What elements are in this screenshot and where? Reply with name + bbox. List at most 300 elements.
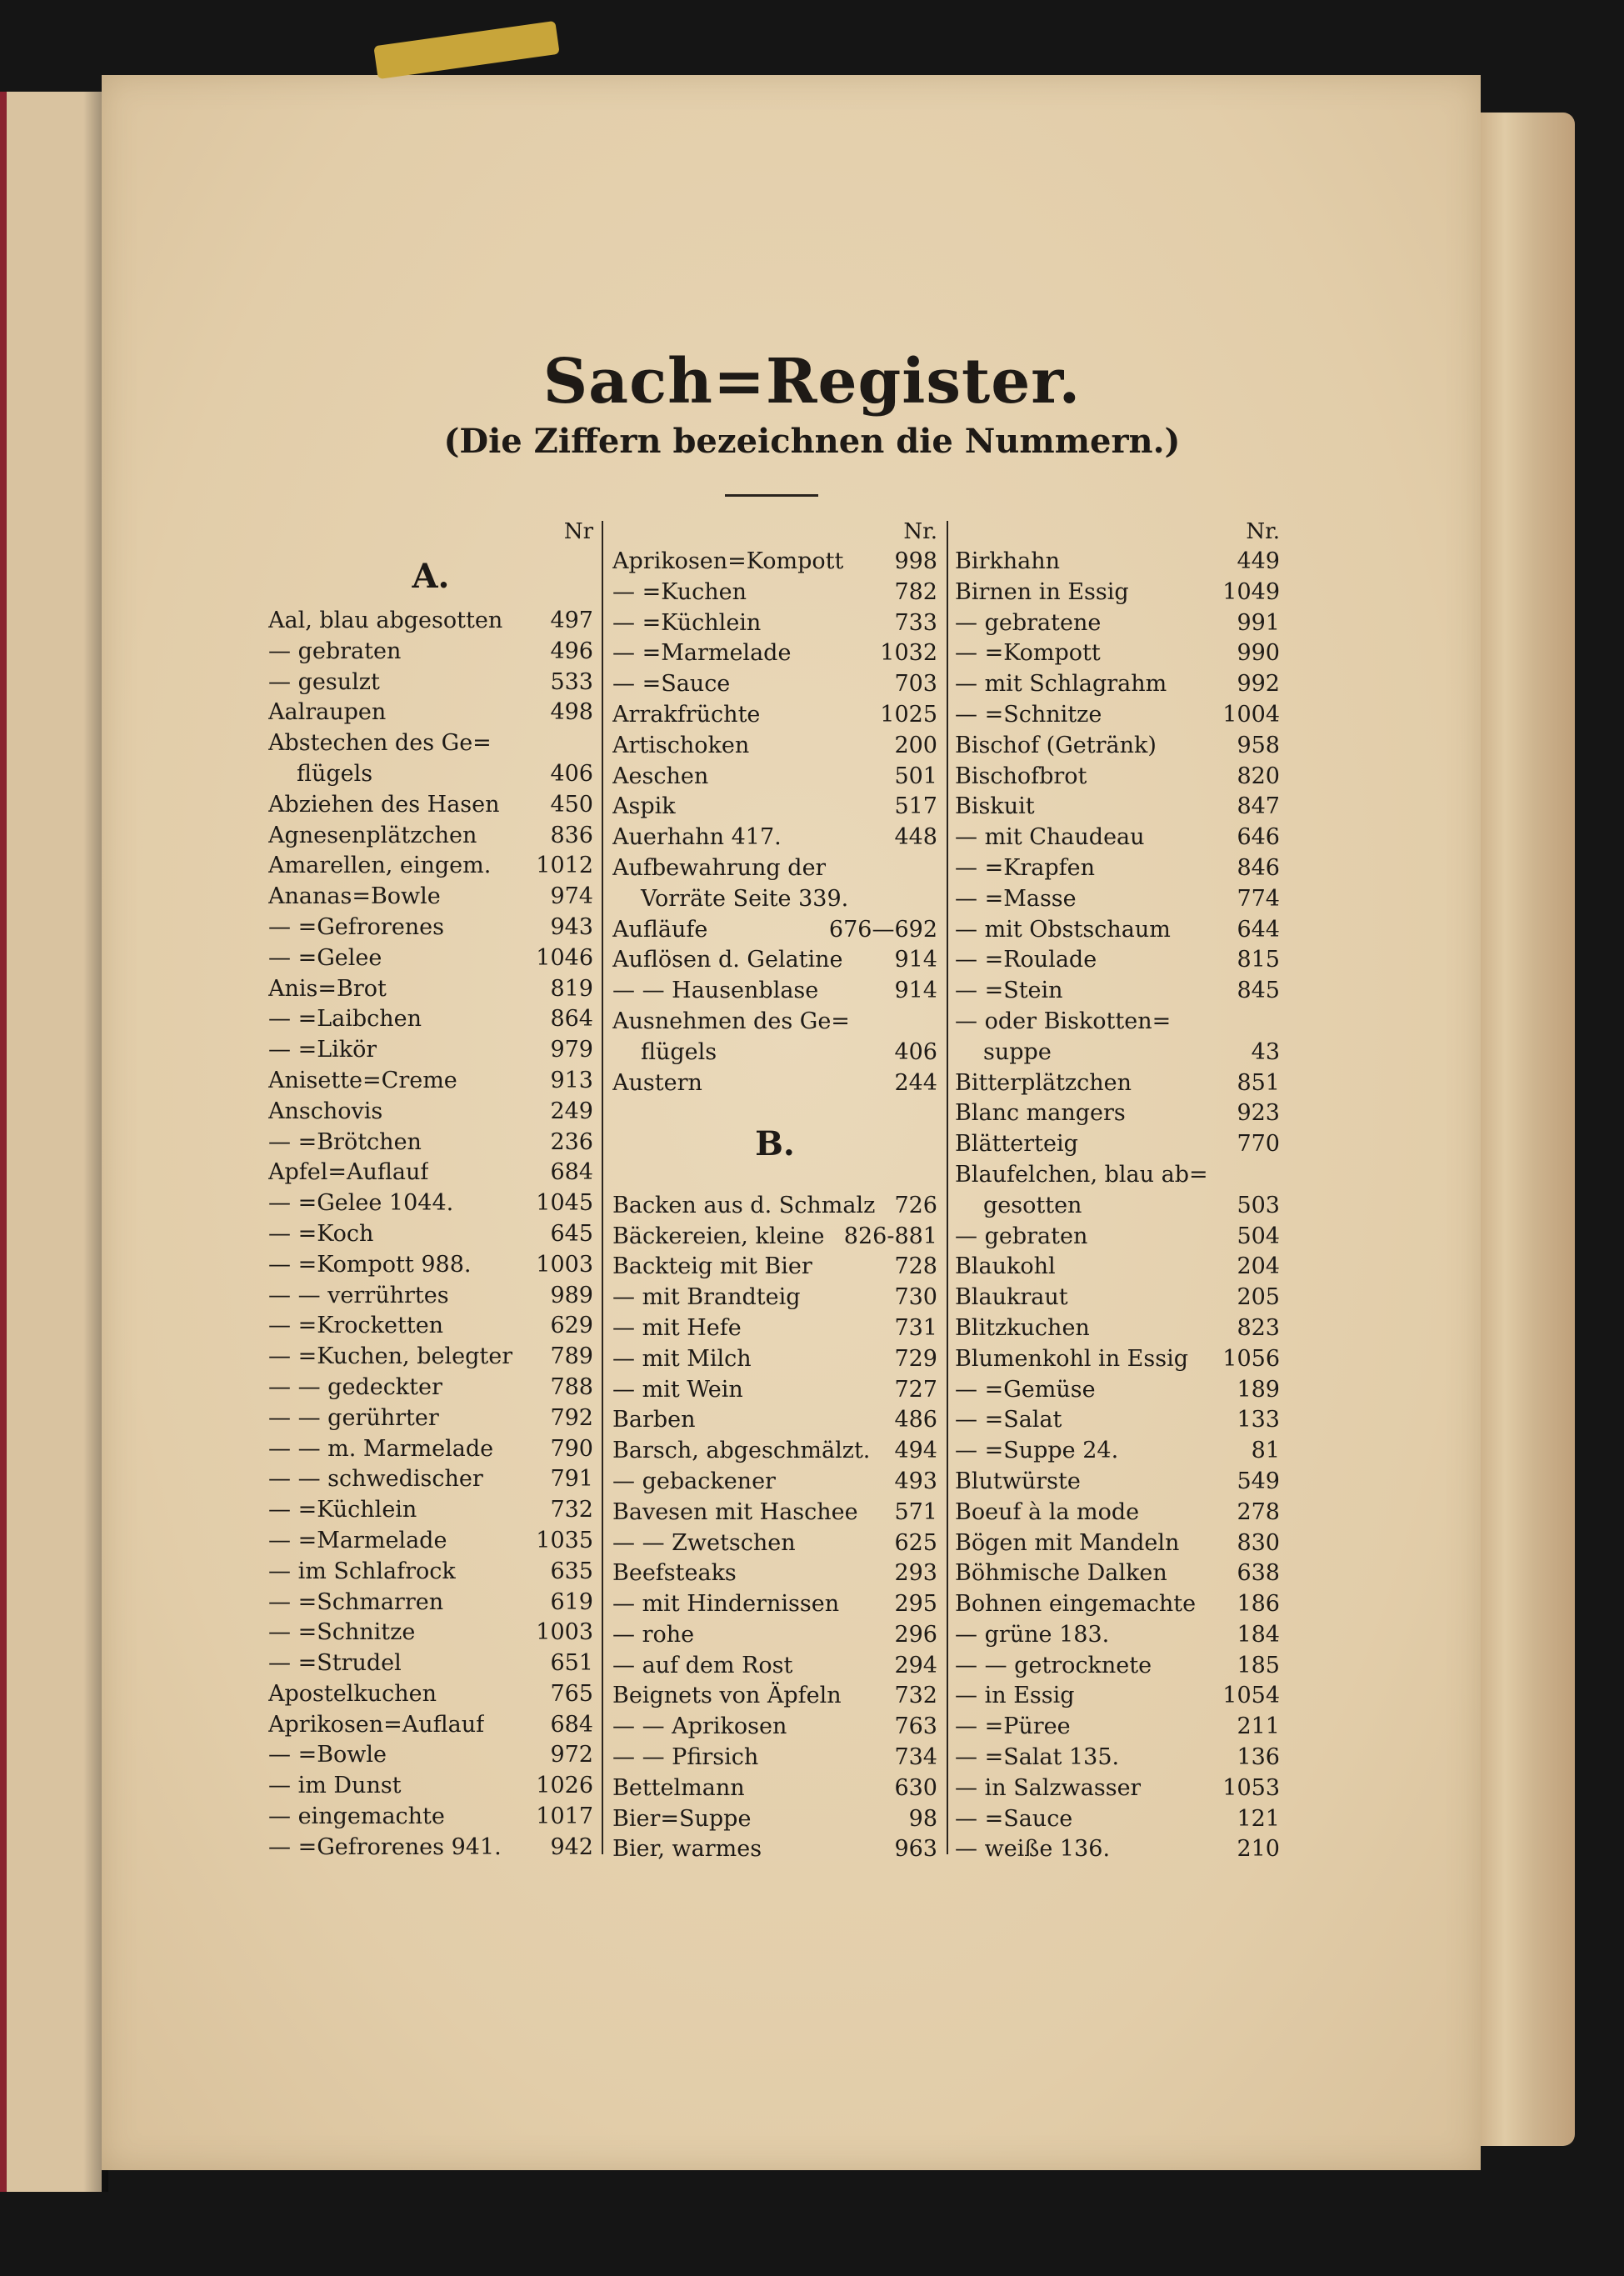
index-entry bbox=[612, 1528, 937, 1559]
entry-term: Backteig mit Bier bbox=[612, 1253, 812, 1280]
entry-number: 533 bbox=[550, 668, 593, 695]
entry-term: Aalraupen bbox=[268, 699, 387, 726]
entry-term: — mit Hindernissen bbox=[612, 1591, 840, 1618]
entry-number: 406 bbox=[894, 1038, 937, 1065]
entry-number bbox=[1275, 1160, 1280, 1191]
index-entry bbox=[268, 974, 593, 1005]
entry-term: flügels bbox=[297, 760, 373, 787]
entry-term: — =Kuchen, belegter bbox=[268, 1343, 513, 1370]
entry-term: Amarellen, eingem. bbox=[268, 853, 492, 879]
nr-header: Nr. bbox=[1246, 519, 1280, 544]
index-entry bbox=[955, 1344, 1280, 1375]
entry-term: Bögen mit Mandeln bbox=[955, 1529, 1180, 1556]
entry-number: 1054 bbox=[1222, 1683, 1280, 1709]
entry-term: Biskuit bbox=[955, 793, 1035, 820]
entry-number bbox=[932, 1007, 937, 1038]
letter-heading-a: A. bbox=[412, 557, 450, 596]
entry-term: Apfel=Auflauf bbox=[268, 1159, 429, 1186]
entry-number: 788 bbox=[550, 1373, 593, 1400]
entry-term: Bohnen eingemachte bbox=[955, 1591, 1197, 1618]
bookmark-ribbon bbox=[373, 21, 559, 79]
entry-term: flügels bbox=[641, 1038, 717, 1065]
entry-number: 185 bbox=[1237, 1652, 1280, 1678]
index-entry bbox=[268, 1833, 593, 1863]
entry-number: 571 bbox=[894, 1498, 937, 1525]
index-entry bbox=[612, 1651, 937, 1682]
entry-number: 549 bbox=[1237, 1468, 1280, 1494]
entry-term: — =Schmarren bbox=[268, 1588, 444, 1615]
entry-number: 1045 bbox=[536, 1190, 593, 1217]
entry-term: — =Schnitze bbox=[955, 701, 1102, 728]
entry-number: 204 bbox=[1237, 1253, 1280, 1280]
entry-term: — im Dunst bbox=[268, 1773, 402, 1799]
index-entry bbox=[612, 853, 937, 884]
entry-term: Blutwürste bbox=[955, 1468, 1081, 1494]
entry-term: — =Bowle bbox=[268, 1742, 387, 1768]
entry-term: Agnesenplätzchen bbox=[268, 822, 477, 848]
entry-term: — =Sauce bbox=[955, 1805, 1073, 1832]
entry-number: 823 bbox=[1237, 1314, 1280, 1341]
entry-term: — =Salat 135. bbox=[955, 1744, 1120, 1771]
entry-term: — =Küchlein bbox=[612, 609, 762, 636]
nr-header: Nr bbox=[563, 519, 593, 544]
entry-number: 210 bbox=[1237, 1836, 1280, 1863]
entry-term: — =Laibchen bbox=[268, 1006, 422, 1033]
entry-number: 1003 bbox=[536, 1619, 593, 1646]
index-entry bbox=[955, 578, 1280, 608]
entry-number: 43 bbox=[1251, 1038, 1280, 1065]
index-entry bbox=[955, 1589, 1280, 1620]
entry-term: — mit Schlagrahm bbox=[955, 671, 1167, 698]
entry-term: — oder Biskotten= bbox=[955, 1008, 1172, 1034]
entry-term: — =Likör bbox=[268, 1037, 377, 1063]
index-entry bbox=[268, 1035, 593, 1066]
index-entry bbox=[955, 1436, 1280, 1467]
entry-term: Bischofbrot bbox=[955, 763, 1087, 789]
entry-number: 296 bbox=[894, 1621, 937, 1648]
index-entry bbox=[268, 882, 593, 913]
entry-number: 494 bbox=[894, 1438, 937, 1464]
index-entry bbox=[268, 1464, 593, 1495]
index-entry bbox=[955, 638, 1280, 669]
entry-term: Apostelkuchen bbox=[268, 1680, 437, 1707]
index-entry bbox=[955, 1098, 1280, 1129]
index-column-1 bbox=[268, 517, 593, 1863]
index-entry bbox=[268, 1128, 593, 1158]
entry-term: — =Kuchen bbox=[612, 578, 747, 605]
index-entry bbox=[612, 608, 937, 639]
entry-number: 782 bbox=[894, 578, 937, 605]
entry-number: 923 bbox=[1237, 1100, 1280, 1127]
index-entry bbox=[955, 976, 1280, 1007]
index-entry bbox=[268, 1679, 593, 1710]
index-entry bbox=[612, 1405, 937, 1436]
entry-term: — — Aprikosen bbox=[612, 1713, 787, 1740]
entry-term: Beignets von Äpfeln bbox=[612, 1683, 842, 1709]
entry-term: — =Masse bbox=[955, 885, 1077, 912]
index-entry bbox=[612, 1038, 937, 1068]
entry-term: Auerhahn 417. bbox=[612, 824, 782, 851]
index-entry bbox=[955, 1252, 1280, 1283]
index-entry bbox=[955, 1620, 1280, 1651]
index-entry bbox=[268, 1557, 593, 1588]
entry-term: — =Krocketten bbox=[268, 1313, 444, 1339]
entry-number: 236 bbox=[550, 1128, 593, 1155]
index-entry bbox=[612, 823, 937, 853]
index-entry bbox=[268, 1004, 593, 1035]
entry-term: Barsch, abgeschmälzt. bbox=[612, 1438, 871, 1464]
index-entry bbox=[955, 1068, 1280, 1099]
index-entry bbox=[955, 731, 1280, 762]
index-entry bbox=[612, 1743, 937, 1773]
entry-number: 998 bbox=[894, 548, 937, 574]
entry-number: 1032 bbox=[880, 640, 937, 667]
entry-number: 619 bbox=[550, 1588, 593, 1615]
entry-term: — grüne 183. bbox=[955, 1621, 1110, 1648]
entry-number: 184 bbox=[1237, 1621, 1280, 1648]
index-entry bbox=[268, 1495, 593, 1526]
index-entry bbox=[612, 1467, 937, 1498]
entry-term: — — schwedischer bbox=[268, 1466, 483, 1493]
index-entry bbox=[268, 1771, 593, 1802]
entry-term: — rohe bbox=[612, 1621, 695, 1648]
index-entry bbox=[268, 759, 593, 790]
entry-term: Austern bbox=[612, 1069, 702, 1096]
entry-term: — =Gelee 1044. bbox=[268, 1190, 454, 1217]
entry-number: 972 bbox=[550, 1742, 593, 1768]
entry-number: 845 bbox=[1237, 978, 1280, 1004]
entry-term: — =Koch bbox=[268, 1220, 374, 1247]
entry-term: — — verrührtes bbox=[268, 1282, 449, 1308]
entry-number: 731 bbox=[894, 1314, 937, 1341]
entry-term: — gebackener bbox=[612, 1468, 776, 1494]
index-entry bbox=[955, 1283, 1280, 1313]
entry-term: — — Zwetschen bbox=[612, 1529, 796, 1556]
index-entry bbox=[612, 1222, 937, 1253]
entry-term: Blaufelchen, blau ab= bbox=[955, 1161, 1208, 1188]
letter-heading-b: B. bbox=[755, 1124, 795, 1164]
page-stack-edge bbox=[1475, 113, 1575, 2146]
entry-number: 186 bbox=[1237, 1591, 1280, 1618]
index-entry bbox=[268, 1188, 593, 1219]
index-entry bbox=[955, 1222, 1280, 1253]
index-entry bbox=[955, 1313, 1280, 1344]
index-entry bbox=[955, 884, 1280, 915]
index-entry bbox=[612, 915, 937, 946]
index-entry bbox=[268, 1066, 593, 1097]
entry-number: 1056 bbox=[1222, 1345, 1280, 1372]
entry-number: 294 bbox=[894, 1652, 937, 1678]
index-entry bbox=[268, 851, 593, 882]
nr-header: Nr. bbox=[903, 519, 937, 544]
index-entry bbox=[955, 823, 1280, 853]
entry-number: 979 bbox=[550, 1037, 593, 1063]
entry-number: 497 bbox=[550, 608, 593, 633]
entry-term: — auf dem Rost bbox=[612, 1652, 793, 1678]
index-entry bbox=[268, 913, 593, 943]
entry-number: 830 bbox=[1237, 1529, 1280, 1556]
entry-term: Blumenkohl in Essig bbox=[955, 1345, 1189, 1372]
entry-number: 730 bbox=[894, 1284, 937, 1311]
entry-term: — =Gemüse bbox=[955, 1376, 1096, 1403]
entry-number: 770 bbox=[1237, 1131, 1280, 1158]
entry-number: 864 bbox=[550, 1006, 593, 1033]
entry-term: Bitterplätzchen bbox=[955, 1069, 1132, 1096]
entry-term: Aal, blau abgesotten bbox=[268, 608, 503, 633]
index-entry bbox=[955, 1528, 1280, 1559]
entry-number: 205 bbox=[1237, 1284, 1280, 1311]
entry-term: Böhmische Dalken bbox=[955, 1560, 1167, 1587]
entry-term: — gebratene bbox=[955, 609, 1102, 636]
page-subtitle: (Die Ziffern bezeichnen die Nummern.) bbox=[443, 422, 1181, 461]
index-entry bbox=[612, 1344, 937, 1375]
index-entry bbox=[955, 1712, 1280, 1743]
entry-number: 450 bbox=[550, 791, 593, 818]
entry-number: 914 bbox=[894, 947, 937, 973]
entry-number: 819 bbox=[550, 975, 593, 1002]
index-entry bbox=[612, 547, 937, 578]
entry-term: — =Suppe 24. bbox=[955, 1438, 1119, 1464]
index-entry bbox=[955, 1007, 1280, 1038]
entry-term: Bier=Suppe bbox=[612, 1805, 752, 1832]
entry-term: Abziehen des Hasen bbox=[268, 791, 500, 818]
entry-term: Ananas=Bowle bbox=[268, 883, 441, 910]
index-entry bbox=[612, 1283, 937, 1313]
entry-term: — =Püree bbox=[955, 1713, 1071, 1740]
index-entry bbox=[268, 1311, 593, 1342]
index-entry bbox=[268, 1281, 593, 1312]
index-entry bbox=[612, 669, 937, 700]
entry-number: 486 bbox=[894, 1407, 937, 1433]
entry-number: 815 bbox=[1237, 947, 1280, 973]
index-entry bbox=[268, 943, 593, 974]
entry-term: Bischof (Getränk) bbox=[955, 732, 1157, 758]
index-entry bbox=[268, 698, 593, 728]
index-column-3 bbox=[955, 517, 1280, 1865]
entry-term: Artischoken bbox=[612, 732, 750, 758]
index-entry bbox=[612, 976, 937, 1007]
entry-term: — =Schnitze bbox=[268, 1619, 416, 1646]
entry-number bbox=[932, 884, 937, 915]
index-column-2 bbox=[612, 517, 937, 1865]
entry-term: Anisette=Creme bbox=[268, 1067, 457, 1093]
entry-number: 1003 bbox=[536, 1251, 593, 1278]
entry-number: 913 bbox=[550, 1067, 593, 1093]
entry-term: Aprikosen=Kompott bbox=[612, 548, 844, 574]
index-entry bbox=[268, 728, 593, 759]
entry-term: Vorräte Seite 339. bbox=[641, 885, 849, 912]
entry-number: 81 bbox=[1251, 1438, 1280, 1464]
entry-term: Bier, warmes bbox=[612, 1836, 762, 1863]
index-entry bbox=[268, 668, 593, 698]
index-entry bbox=[955, 1498, 1280, 1528]
entry-number: 992 bbox=[1237, 671, 1280, 698]
index-entry bbox=[955, 669, 1280, 700]
index-entry bbox=[955, 700, 1280, 731]
index-entry bbox=[955, 762, 1280, 793]
index-entry bbox=[612, 945, 937, 976]
entry-term: Bäckereien, kleine bbox=[612, 1223, 825, 1249]
index-entry bbox=[268, 1434, 593, 1465]
entry-number: 790 bbox=[550, 1435, 593, 1462]
index-entry bbox=[612, 1498, 937, 1528]
entry-term: — — getrocknete bbox=[955, 1652, 1152, 1678]
index-entry bbox=[955, 1681, 1280, 1712]
index-entry bbox=[612, 1007, 937, 1038]
entry-number: 136 bbox=[1237, 1744, 1280, 1771]
index-entry bbox=[268, 1158, 593, 1188]
entry-number: 295 bbox=[894, 1591, 937, 1618]
index-entry bbox=[268, 1648, 593, 1679]
index-entry bbox=[612, 1681, 937, 1712]
entry-number: 963 bbox=[894, 1836, 937, 1863]
entry-term: Birkhahn bbox=[955, 548, 1061, 574]
index-entry bbox=[955, 1804, 1280, 1835]
index-entry bbox=[955, 1405, 1280, 1436]
index-entry bbox=[955, 1038, 1280, 1068]
entry-term: Aeschen bbox=[612, 763, 709, 789]
index-entry bbox=[612, 1375, 937, 1406]
entry-number: 974 bbox=[550, 883, 593, 910]
entry-term: — — m. Marmelade bbox=[268, 1435, 494, 1462]
index-entry bbox=[268, 1097, 593, 1128]
index-entry bbox=[612, 762, 937, 793]
entry-term: Aufläufe bbox=[612, 916, 708, 943]
entry-number: 991 bbox=[1237, 609, 1280, 636]
index-entry bbox=[268, 1618, 593, 1648]
entry-number: 820 bbox=[1237, 763, 1280, 789]
entry-number: 133 bbox=[1237, 1407, 1280, 1433]
entry-number: 763 bbox=[894, 1713, 937, 1740]
index-entry bbox=[955, 1558, 1280, 1589]
index-entry bbox=[268, 790, 593, 821]
entry-term: — =Brötchen bbox=[268, 1128, 422, 1155]
index-entry bbox=[612, 638, 937, 669]
entry-number: 942 bbox=[550, 1833, 593, 1860]
entry-term: Blätterteig bbox=[955, 1131, 1078, 1158]
index-entry bbox=[268, 821, 593, 852]
entry-term: Blaukraut bbox=[955, 1284, 1068, 1311]
entry-number: 1012 bbox=[536, 853, 593, 879]
entry-term: — =Krapfen bbox=[955, 854, 1096, 881]
entry-number: 728 bbox=[894, 1253, 937, 1280]
entry-number: 732 bbox=[550, 1497, 593, 1523]
entry-number: 851 bbox=[1237, 1069, 1280, 1096]
entry-term: — =Gefrorenes 941. bbox=[268, 1833, 502, 1860]
entry-term: — =Sauce bbox=[612, 671, 731, 698]
index-entry bbox=[955, 853, 1280, 884]
entry-number: 249 bbox=[550, 1098, 593, 1124]
entry-number: 504 bbox=[1237, 1223, 1280, 1249]
entry-number: 244 bbox=[894, 1069, 937, 1096]
entry-term: Aprikosen=Auflauf bbox=[268, 1711, 485, 1738]
entry-number: 729 bbox=[894, 1345, 937, 1372]
index-entry bbox=[955, 1375, 1280, 1406]
column-divider bbox=[602, 521, 603, 1854]
entry-term: — mit Obstschaum bbox=[955, 916, 1171, 943]
entry-number: 635 bbox=[550, 1558, 593, 1584]
entry-number: 958 bbox=[1237, 732, 1280, 758]
entry-number: 943 bbox=[550, 913, 593, 940]
entry-number: 638 bbox=[1237, 1560, 1280, 1587]
index-entry bbox=[268, 1740, 593, 1771]
entry-number: 629 bbox=[550, 1313, 593, 1339]
entry-term: Beefsteaks bbox=[612, 1560, 737, 1587]
entry-term: gesotten bbox=[983, 1192, 1082, 1218]
entry-number: 989 bbox=[550, 1282, 593, 1308]
index-entry bbox=[955, 915, 1280, 946]
index-entry bbox=[612, 1804, 937, 1835]
entry-term: Abstechen des Ge= bbox=[268, 730, 492, 757]
entry-term: — weiße 136. bbox=[955, 1836, 1111, 1863]
index-entry bbox=[955, 1467, 1280, 1498]
entry-number: 836 bbox=[550, 822, 593, 848]
entry-number: 1046 bbox=[536, 944, 593, 971]
entry-term: Auflösen d. Gelatine bbox=[612, 947, 843, 973]
entry-number: 449 bbox=[1237, 548, 1280, 574]
index-entry bbox=[955, 1160, 1280, 1191]
index-entry bbox=[955, 1651, 1280, 1682]
entry-number: 684 bbox=[550, 1159, 593, 1186]
entry-number: 765 bbox=[550, 1680, 593, 1707]
index-entry bbox=[268, 1373, 593, 1403]
entry-number: 676—692 bbox=[828, 916, 937, 943]
entry-number: 200 bbox=[894, 732, 937, 758]
entry-term: suppe bbox=[983, 1038, 1052, 1065]
entry-number: 733 bbox=[894, 609, 937, 636]
index-entry bbox=[612, 1252, 937, 1283]
entry-term: — mit Wein bbox=[612, 1376, 743, 1403]
entry-number: 645 bbox=[550, 1220, 593, 1247]
entry-number: 792 bbox=[550, 1404, 593, 1431]
index-entry bbox=[268, 1802, 593, 1833]
index-entry bbox=[612, 1436, 937, 1467]
index-entry bbox=[268, 1342, 593, 1373]
entry-term: Aspik bbox=[612, 793, 676, 820]
entry-number: 646 bbox=[1237, 824, 1280, 851]
entry-term: Boeuf à la mode bbox=[955, 1498, 1140, 1525]
column-divider bbox=[947, 521, 948, 1854]
entry-number: 1049 bbox=[1222, 578, 1280, 605]
index-entry bbox=[612, 1773, 937, 1804]
entry-term: Ausnehmen des Ge= bbox=[612, 1008, 850, 1034]
entry-number: 493 bbox=[894, 1468, 937, 1494]
entry-number: 789 bbox=[550, 1343, 593, 1370]
index-entry bbox=[955, 1834, 1280, 1865]
entry-number: 498 bbox=[550, 699, 593, 726]
entry-term: Blitzkuchen bbox=[955, 1314, 1090, 1341]
entry-term: — gebraten bbox=[268, 638, 402, 664]
entry-term: — mit Hefe bbox=[612, 1314, 742, 1341]
index-entry bbox=[955, 1743, 1280, 1773]
index-entry bbox=[268, 1710, 593, 1741]
entry-number: 990 bbox=[1237, 640, 1280, 667]
entry-term: — eingemachte bbox=[268, 1803, 445, 1830]
entry-number: 651 bbox=[550, 1650, 593, 1677]
entry-term: — =Marmelade bbox=[612, 640, 792, 667]
entry-number bbox=[588, 728, 593, 759]
entry-number: 98 bbox=[908, 1805, 937, 1832]
index-entry bbox=[268, 606, 593, 637]
entry-term: — =Kompott bbox=[955, 640, 1101, 667]
entry-term: — im Schlafrock bbox=[268, 1558, 456, 1584]
index-entry bbox=[612, 884, 937, 915]
entry-term: — in Salzwasser bbox=[955, 1774, 1142, 1801]
entry-number: 727 bbox=[894, 1376, 937, 1403]
index-entry bbox=[612, 1834, 937, 1865]
index-entry bbox=[612, 1558, 937, 1589]
entry-term: Anis=Brot bbox=[268, 975, 387, 1002]
